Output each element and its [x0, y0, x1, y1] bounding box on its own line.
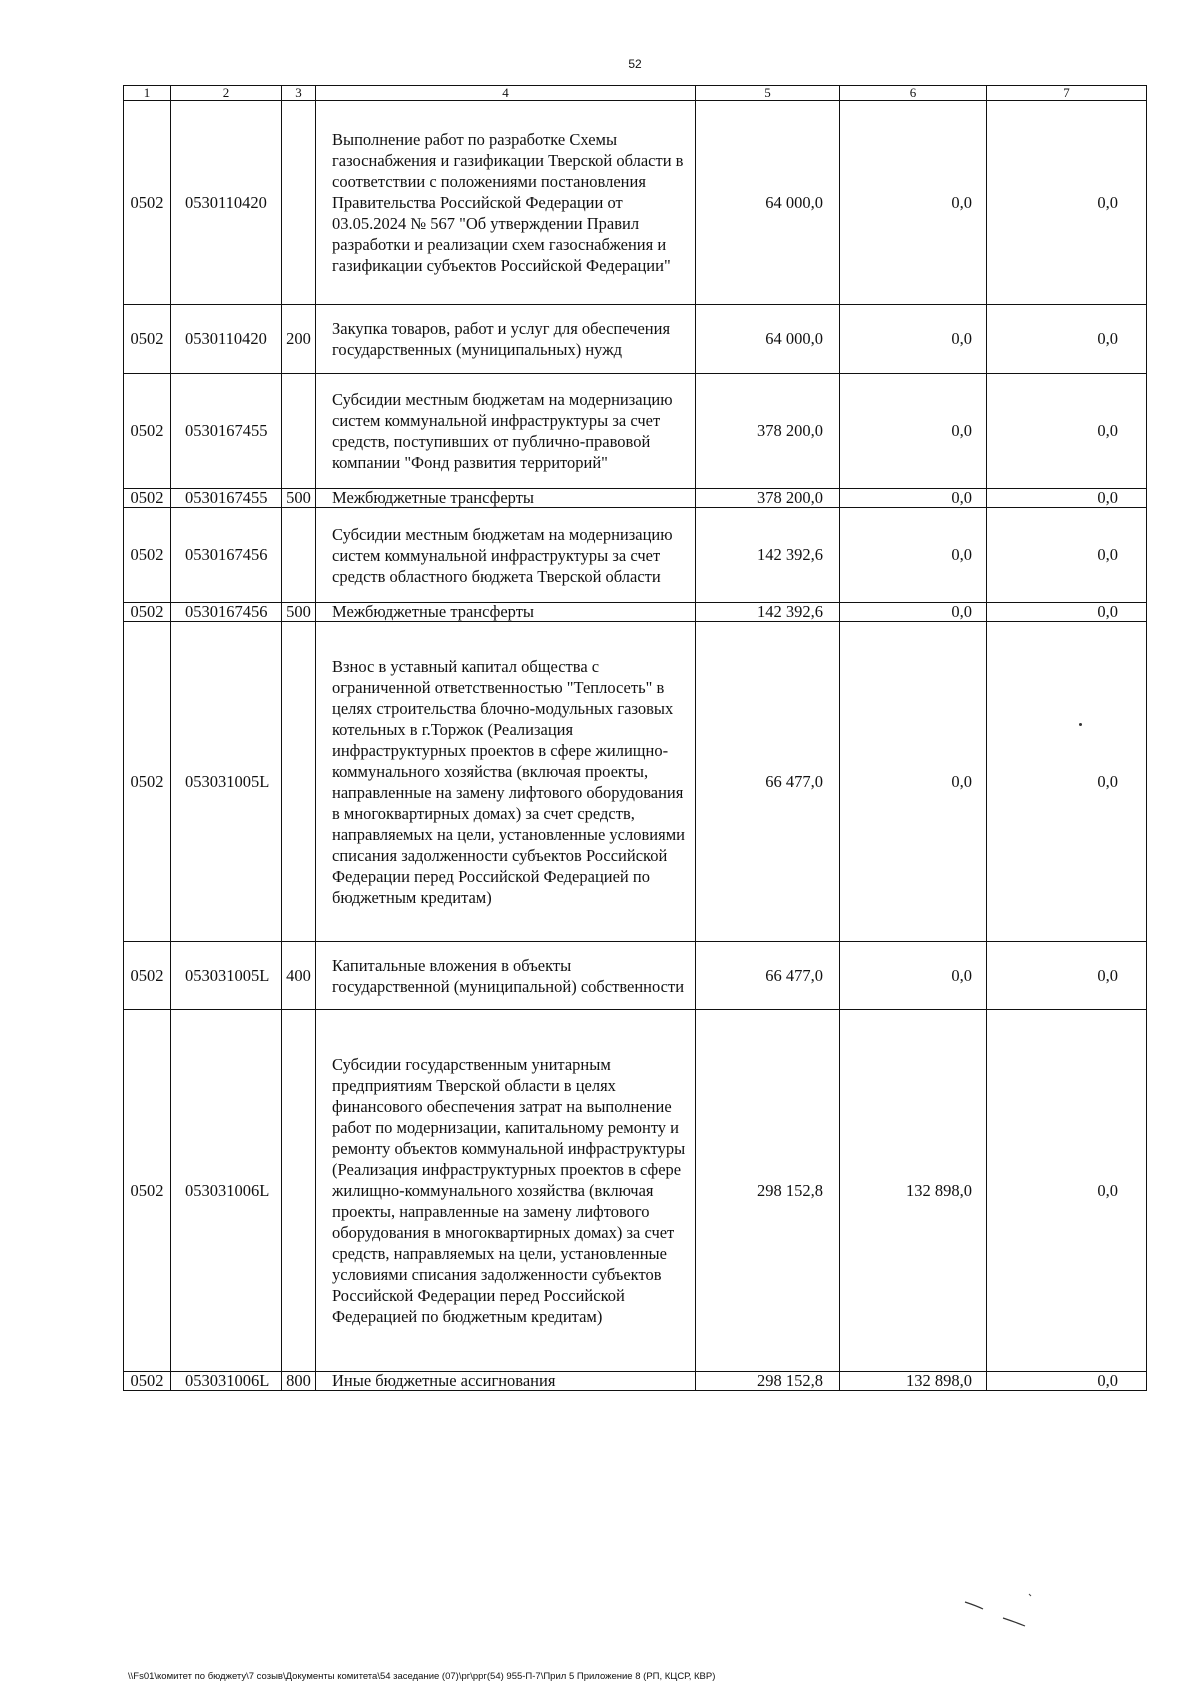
column-header-2: 2 [171, 86, 282, 101]
page-number: 52 [628, 57, 642, 71]
amount-col7: 0,0 [987, 942, 1147, 1010]
table-row [124, 305, 1147, 374]
expense-type-code: 400 [282, 942, 316, 1010]
amount-col6: 0,0 [840, 305, 987, 374]
table-row [124, 622, 1147, 942]
amount-col7: 0,0 [987, 374, 1147, 489]
column-header-7: 7 [987, 86, 1147, 101]
scan-speck [1079, 723, 1082, 726]
amount-col5: 378 200,0 [696, 374, 840, 489]
amount-col6: 0,0 [840, 101, 987, 305]
amount-col5: 64 000,0 [696, 305, 840, 374]
item-name: Капитальные вложения в объекты государственной (муниципальной) собственности [316, 942, 696, 1010]
column-header-6: 6 [840, 86, 987, 101]
section-code: 0502 [124, 489, 171, 508]
target-article-code: 053031005L [171, 622, 282, 942]
amount-col7: 0,0 [987, 489, 1147, 508]
expense-type-code: 500 [282, 603, 316, 622]
target-article-code: 0530167456 [171, 508, 282, 603]
amount-col6: 0,0 [840, 374, 987, 489]
file-path-footer: \\Fs01\комитет по бюджету\7 созыв\Документы комитета\54 заседание (07)\рг\ррг(54) 955-П-7\Прил 5 Приложение 8 (РП, КЦСР, КВР) [128, 1671, 716, 1682]
column-header-1: 1 [124, 86, 171, 101]
expense-type-code [282, 1010, 316, 1372]
amount-col6: 0,0 [840, 508, 987, 603]
amount-col6: 0,0 [840, 603, 987, 622]
amount-col7: 0,0 [987, 622, 1147, 942]
item-name: Иные бюджетные ассигнования [316, 1372, 696, 1391]
table-row [124, 374, 1147, 489]
pen-mark [963, 1590, 1033, 1630]
amount-col5: 66 477,0 [696, 942, 840, 1010]
item-name: Субсидии местным бюджетам на модернизацию систем коммунальной инфраструктуры за счет средств, поступивших от публично-правовой компании "Фонд развития территорий" [316, 374, 696, 489]
target-article-code: 0530110420 [171, 101, 282, 305]
target-article-code: 0530110420 [171, 305, 282, 374]
item-name: Субсидии государственным унитарным предприятиям Тверской области в целях финансового обеспечения затрат на выполнение работ по модернизации, капитальному ремонту и ремонту объектов коммунальной инфраструктуры (Реализация инфраструктурных проектов в сфере жилищно-коммунального хозяйства (включая проекты, направленные на замену лифтового оборудования в многоквартирных домах) за счет средств, направляемых на цели, установленные условиями списания задолженности субъектов Российской Федерации перед Российской Федерацией по бюджетным кредитам) [316, 1010, 696, 1372]
amount-col7: 0,0 [987, 101, 1147, 305]
amount-col6: 0,0 [840, 942, 987, 1010]
table-row [124, 489, 1147, 508]
target-article-code: 053031005L [171, 942, 282, 1010]
section-code: 0502 [124, 508, 171, 603]
amount-col7: 0,0 [987, 508, 1147, 603]
amount-col6: 132 898,0 [840, 1372, 987, 1391]
target-article-code: 0530167456 [171, 603, 282, 622]
amount-col5: 142 392,6 [696, 603, 840, 622]
budget-table [123, 85, 1147, 1391]
column-header-4: 4 [316, 86, 696, 101]
amount-col5: 378 200,0 [696, 489, 840, 508]
section-code: 0502 [124, 305, 171, 374]
amount-col7: 0,0 [987, 1010, 1147, 1372]
amount-col7: 0,0 [987, 603, 1147, 622]
table-row [124, 1372, 1147, 1391]
item-name: Взнос в уставный капитал общества с ограниченной ответственностью "Теплосеть" в целях строительства блочно-модульных газовых котельных в г.Торжок (Реализация инфраструктурных проектов в сфере жилищно-коммунального хозяйства (включая проекты, направленные на замену лифтового оборудования в многоквартирных домах) за счет средств, направляемых на цели, установленные условиями списания задолженности субъектов Российской Федерации перед Российской Федерацией по бюджетным кредитам) [316, 622, 696, 942]
column-header-5: 5 [696, 86, 840, 101]
target-article-code: 0530167455 [171, 374, 282, 489]
item-name: Межбюджетные трансферты [316, 489, 696, 508]
table-row [124, 508, 1147, 603]
amount-col5: 142 392,6 [696, 508, 840, 603]
amount-col5: 64 000,0 [696, 101, 840, 305]
expense-type-code [282, 622, 316, 942]
expense-type-code: 500 [282, 489, 316, 508]
amount-col5: 66 477,0 [696, 622, 840, 942]
column-header-3: 3 [282, 86, 316, 101]
target-article-code: 0530167455 [171, 489, 282, 508]
section-code: 0502 [124, 1372, 171, 1391]
section-code: 0502 [124, 374, 171, 489]
table-row [124, 942, 1147, 1010]
column-number-row [124, 86, 1147, 101]
item-name: Межбюджетные трансферты [316, 603, 696, 622]
amount-col7: 0,0 [987, 1372, 1147, 1391]
expense-type-code [282, 508, 316, 603]
expense-type-code: 800 [282, 1372, 316, 1391]
table-row [124, 603, 1147, 622]
item-name: Закупка товаров, работ и услуг для обеспечения государственных (муниципальных) нужд [316, 305, 696, 374]
amount-col6: 0,0 [840, 489, 987, 508]
expense-type-code [282, 374, 316, 489]
section-code: 0502 [124, 1010, 171, 1372]
section-code: 0502 [124, 942, 171, 1010]
section-code: 0502 [124, 622, 171, 942]
amount-col6: 132 898,0 [840, 1010, 987, 1372]
item-name: Субсидии местным бюджетам на модернизацию систем коммунальной инфраструктуры за счет средств областного бюджета Тверской области [316, 508, 696, 603]
table-row [124, 101, 1147, 305]
amount-col6: 0,0 [840, 622, 987, 942]
target-article-code: 053031006L [171, 1372, 282, 1391]
amount-col5: 298 152,8 [696, 1010, 840, 1372]
amount-col7: 0,0 [987, 305, 1147, 374]
amount-col5: 298 152,8 [696, 1372, 840, 1391]
target-article-code: 053031006L [171, 1010, 282, 1372]
expense-type-code [282, 101, 316, 305]
section-code: 0502 [124, 603, 171, 622]
section-code: 0502 [124, 101, 171, 305]
item-name: Выполнение работ по разработке Схемы газоснабжения и газификации Тверской области в соответствии с положениями постановления Правительства Российской Федерации от 03.05.2024 № 567 "Об утверждении Правил разработки и реализации схем газоснабжения и газификации субъектов Российской Федерации" [316, 101, 696, 305]
table-row [124, 1010, 1147, 1372]
expense-type-code: 200 [282, 305, 316, 374]
